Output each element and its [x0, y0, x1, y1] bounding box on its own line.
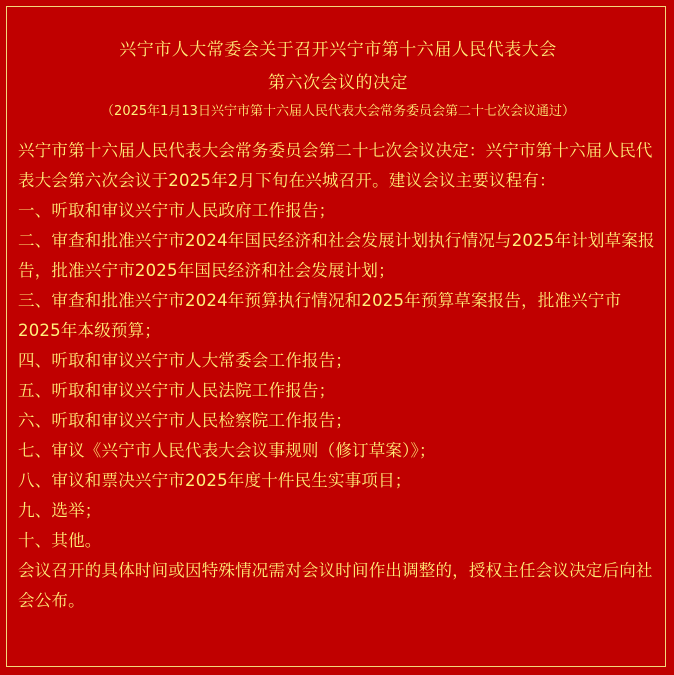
closing-paragraph: 会议召开的具体时间或因特殊情况需对会议时间作出调整的，授权主任会议决定后向社会公布。: [18, 561, 653, 610]
agenda-item-2: 二、审查和批准兴宁市2024年国民经济和社会发展计划执行情况与2025年计划草案报告，批准兴宁市2025年国民经济和社会发展计划；: [18, 231, 655, 280]
agenda-item-1: 一、听取和审议兴宁市人民政府工作报告；: [18, 201, 336, 220]
document-subtitle: （2025年1月13日兴宁市第十六届人民代表大会常务委员会第二十七次会议通过）: [101, 104, 575, 119]
document-content: [18, 34, 658, 616]
intro-paragraph: 兴宁市第十六届人民代表大会常务委员会第二十七次会议决定：兴宁市第十六届人民代表大会第六次会议于2025年2月下旬在兴城召开。建议会议主要议程有：: [18, 141, 653, 190]
document-title-line-2: 第六次会议的决定: [268, 73, 408, 93]
agenda-item-6: 六、听取和审议兴宁市人民检察院工作报告；: [18, 411, 352, 430]
agenda-item-7: 七、审议《兴宁市人民代表大会议事规则（修订草案）》；: [18, 441, 436, 460]
agenda-item-9: 九、选举；: [18, 501, 102, 520]
agenda-item-10: 十、其他。: [18, 531, 102, 550]
agenda-item-4: 四、听取和审议兴宁市人大常委会工作报告；: [18, 351, 352, 370]
agenda-item-5: 五、听取和审议兴宁市人民法院工作报告；: [18, 381, 336, 400]
document-body: [18, 136, 658, 616]
agenda-item-8: 八、审议和票决兴宁市2025年度十件民生实事项目；: [18, 471, 412, 490]
document-title-line-1: 兴宁市人大常委会关于召开兴宁市第十六届人民代表大会: [119, 40, 557, 60]
agenda-item-3: 三、审查和批准兴宁市2024年预算执行情况和2025年预算草案报告，批准兴宁市2025年本级预算；: [18, 291, 622, 340]
